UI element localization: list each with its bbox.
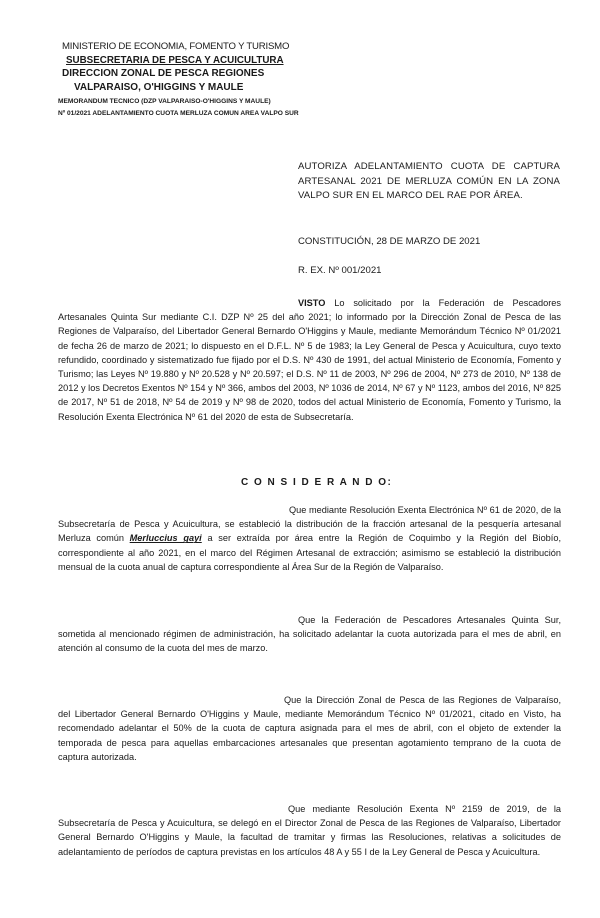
p3-text: Que la Dirección Zonal de Pesca de las Regiones de Valparaíso, del Libertador General Bernardo O'Higgins y Maule, mediante Memorándum Técnico Nº 01/2021, citado en Visto, ha recomendado adelantar el 50% de la cuota de captura asignada para el mes de abril, con el objeto de extender la temporada de pesca para aquellas embarcaciones artesanales que presentan agotamiento temprano de la cuota de captura autorizada. — [58, 695, 561, 762]
visto-paragraph — [58, 296, 561, 424]
visto-label: VISTO — [298, 298, 326, 308]
subsecretaria-name: SUBSECRETARIA DE PESCA Y ACUICULTURA — [66, 54, 284, 66]
direccion-name: DIRECCION ZONAL DE PESCA REGIONES — [62, 68, 265, 80]
considerando-paragraph-1 — [58, 503, 561, 574]
memo-number: Nº 01/2021 ADELANTAMIENTO CUOTA MERLUZA COMUN AREA VALPO SUR — [58, 109, 299, 117]
p4-text: Que mediante Resolución Exenta Nº 2159 de 2019, de la Subsecretaría de Pesca y Acuicultura, se delegó en el Director Zonal de Pesca de las Regiones de Valparaíso, Libertador General Bernardo O'Higgins y Maule, la facultad de tramitar y firmas las Resoluciones, relativas a solicitudes de adelantamiento de períodos de captura previstas en los artículos 48 A y 55 I de la Ley General de Pesca y Acuicultura. — [58, 804, 561, 857]
memo-reference: MEMORANDUM TECNICO (DZP VALPARAISO-O'HIGGINS Y MAULE) — [58, 98, 271, 106]
resolution-number: R. EX. Nº 001/2021 — [298, 265, 382, 276]
considerando-paragraph-4 — [58, 802, 561, 859]
visto-text: Lo solicitado por la Federación de Pescadores Artesanales Quinta Sur mediante C.I. DZP Nº 25 del año 2021; lo informado por la Dirección Zonal de Pesca de las Regiones de Valparaíso, del Libertador General Bernardo O'Higgins y Maule, mediante Memorándum Técnico Nº 01/2021 de fecha 26 de marzo de 2021; lo dispuesto en el D.F.L. Nº 5 de 1983; la Ley General de Pesca y Acuicultura, cuyo texto refundido, coordinado y sistematizado fue fijado por el D.S. Nº 430 de 1991, del actual Ministerio de Economía, Fomento y Turismo; las Leyes Nº 19.880 y Nº 20.528 y Nº 20.597; el D.S. Nº 11 de 2003, Nº 296 de 2004, Nº 273 de 2010, Nº 138 de 2012 y los Decretos Exentos Nº 154 y Nº 366, ambos del 2003, Nº 1036 de 2014, Nº 67 y Nº 1123, ambos del 2016, Nº 825 de 2017, Nº 51 de 2018, Nº 54 de 2019 y Nº 98 de 2020, todos del actual Ministerio de Economía, Fomento y Turismo, la Resolución Exenta Electrónica Nº 61 del 2020 de esta de Subsecretaría. — [58, 298, 562, 422]
species-name: Merluccius gayi — [129, 533, 202, 544]
p2-text: Que la Federación de Pescadores Artesanales Quinta Sur, sometida al mencionado régimen de administración, ha solicitado adelantar la cuota autorizada para el mes de abril, en atención al consumo de la cuota del mes de marzo. — [58, 615, 561, 654]
p1-text-before: Que mediante Resolución Exenta Electrónica Nº 61 de 2020, de la Subsecretaría de Pesca y Acuicultura, se estableció la distribución de la fracción artesanal de la pesquería artesanal Merluza común — [58, 505, 561, 544]
considerando-paragraph-3 — [58, 693, 561, 764]
ministry-name: MINISTERIO DE ECONOMIA, FOMENTO Y TURISMO — [62, 41, 290, 52]
resolution-title: AUTORIZA ADELANTAMIENTO CUOTA DE CAPTURA ARTESANAL 2021 DE MERLUZA COMÚN EN LA ZONA VALPO SUR EN EL MARCO DEL RAE POR ÁREA. — [298, 161, 560, 201]
regions-name: VALPARAISO, O'HIGGINS Y MAULE — [74, 82, 244, 94]
considerando-paragraph-2 — [58, 613, 561, 656]
considerando-heading: C O N S I D E R A N D O: — [241, 477, 393, 488]
place-date: CONSTITUCIÓN, 28 DE MARZO DE 2021 — [298, 236, 481, 247]
p1-text-after: a ser extraída por área entre la Región de Coquimbo y la Región del Biobío, correspondiente al año 2021, en el marco del Régimen Artesanal de extracción; asimismo se estableció la distribución mensual de la cuota anual de captura correspondiente al Área Sur de la Región de Valparaíso. — [58, 533, 562, 572]
letterhead — [58, 41, 362, 118]
